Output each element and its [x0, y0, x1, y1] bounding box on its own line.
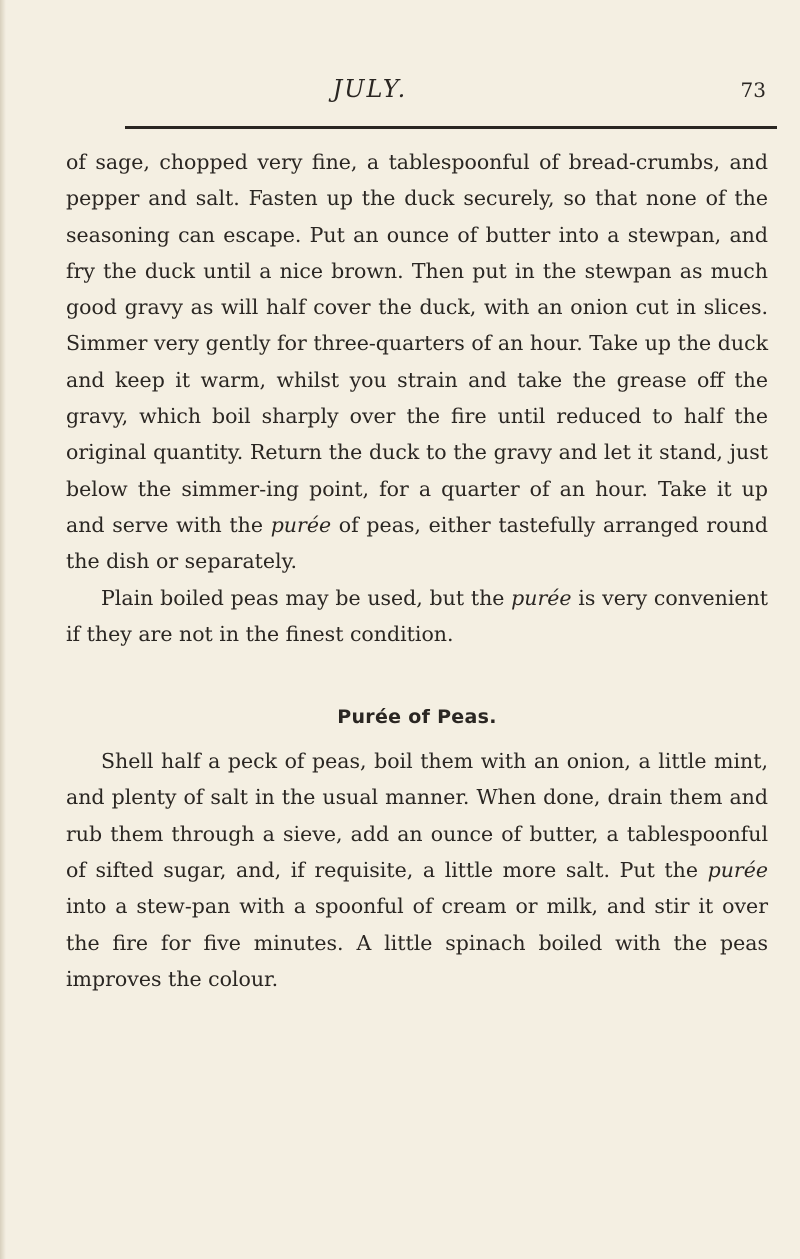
paragraph-3-text-a: Shell half a peck of peas, boil them with an onion, a little mint, and plenty of salt in the usual manner. When done, drain them and rub them through a sieve, add an ounce of butter, a tablespoonful of sifted sugar, and, if requisite, a little more salt. Put the [66, 749, 768, 883]
body-text [66, 144, 768, 997]
paragraph-plain-peas-note [66, 580, 768, 653]
section-heading: Purée of Peas. [337, 706, 497, 729]
running-head [0, 74, 800, 108]
paragraph-3-text-b: into a stew-pan with a spoonful of cream or milk, and stir it over the fire for five minutes. A little spinach boiled with the peas improves the colour. [66, 894, 768, 991]
paragraph-1-text-b: of peas, either tastefully arranged round the dish or separately. [66, 512, 768, 574]
page-number: 73 [740, 78, 766, 102]
paragraph-1-italic-puree: purée [270, 512, 332, 537]
paragraph-puree-recipe [66, 743, 768, 997]
running-head-title: JULY. [332, 75, 408, 103]
paragraph-1-text-a: of sage, chopped very fine, a tablespoonful of bread-crumbs, and pepper and salt. Fasten up the duck securely, so that none of the seasoning can escape. Put an ounce of butter into a stewpan, and fry the duck until a nice brown. Then put in the stewpan as much good gravy as will half cover the duck, with an onion cut in slices. Simmer very gently for three-quarters of an hour. Take up the duck and keep it warm, whilst you strain and take the grease off the gravy, which boil sharply over the fire until reduced to half the original quantity. Return the duck to the gravy and let it stand, just below the simmer-ing point, for a quarter of an hour. Take it up and serve with the [66, 150, 768, 537]
paragraph-duck-recipe-continued [66, 144, 768, 580]
paragraph-2-text-a: Plain boiled peas may be used, but the [101, 585, 512, 610]
paragraph-2-italic-puree: purée [511, 585, 572, 610]
paragraph-3-italic-puree: purée [707, 858, 768, 883]
paragraph-2-text-b: is very convenient if they are not in the finest condition. [66, 585, 769, 646]
header-rule [125, 126, 777, 129]
page-gutter-shadow [0, 0, 6, 1259]
